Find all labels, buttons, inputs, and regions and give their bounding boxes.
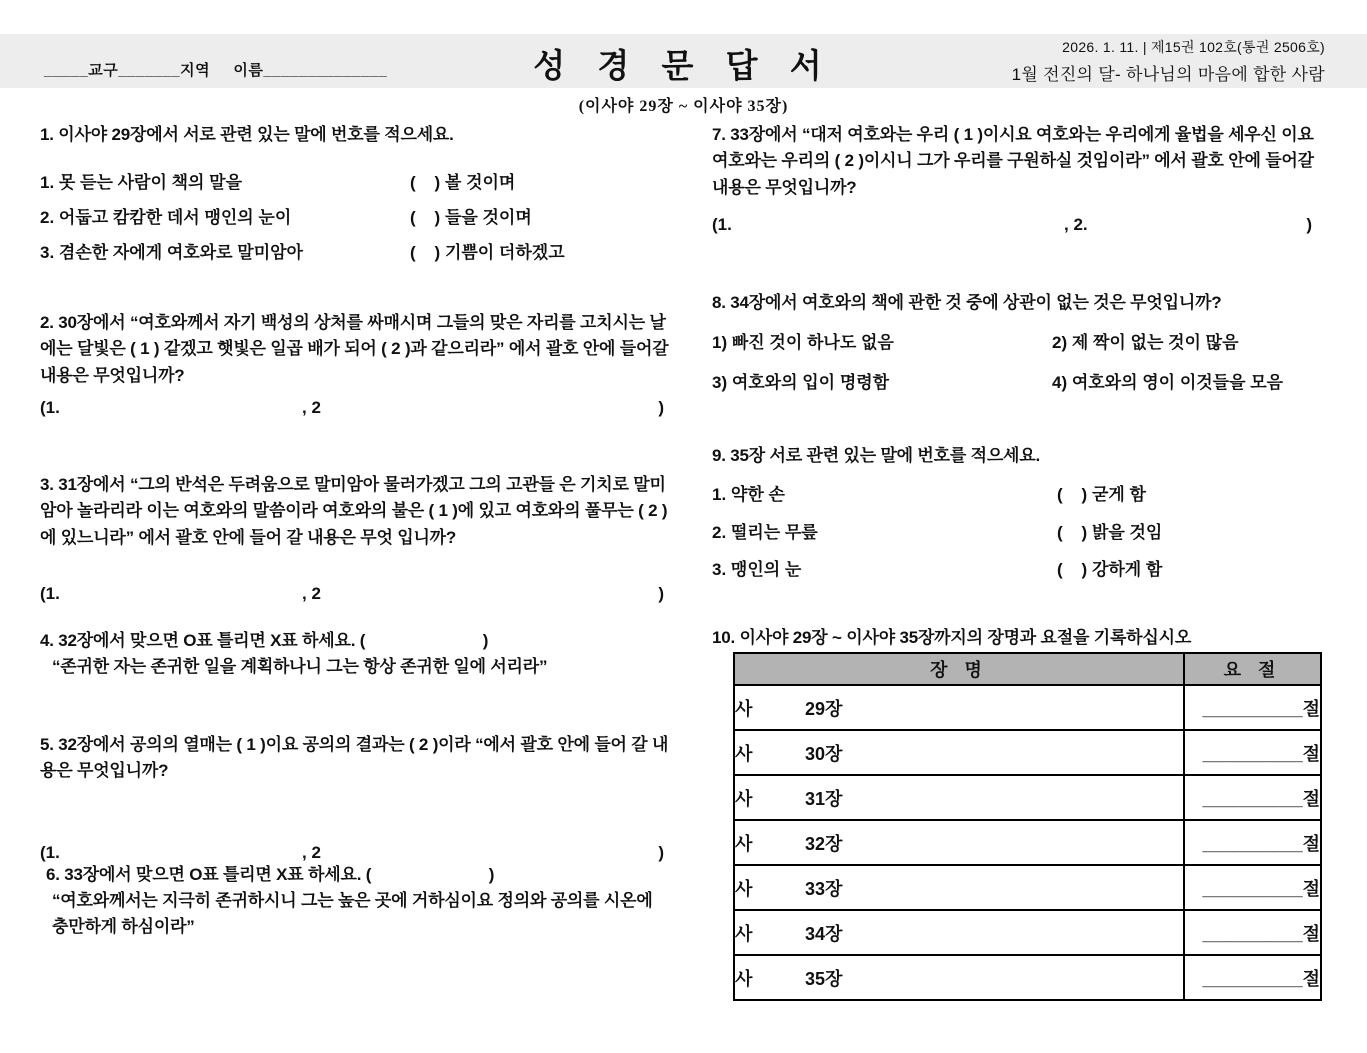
question-1-pair-row: [40, 168, 670, 193]
question-8-title: 8. 34장에서 여호와의 책에 관한 것 중에 상관이 없는 것은 무엇입니까?: [712, 293, 1222, 312]
pair-right-blank: ( ) 들을 것이며: [410, 208, 532, 227]
question-9-pair-row: [712, 518, 1330, 543]
question-10-title: 10. 이사야 29장 ~ 이사야 35장까지의 장명과 요절을 기록하십시오: [712, 628, 1192, 647]
question-2-text: 2. 30장에서 “여호와께서 자기 백성의 상처를 싸매시며 그들의 맞은 자리를 고치시는 날에는 달빛은 ( 1 ) 같겠고 햇빛은 일곱 배가 되어 ( 2 )과 같으리라” 에서 괄호 안에 들어갈 내용은 무엇입니까?: [40, 313, 669, 385]
book-abbrev: 사: [735, 743, 753, 764]
question-9-title: 9. 35장 서로 관련 있는 말에 번호를 적으세요.: [712, 446, 1041, 465]
answer-open: (1.: [40, 843, 60, 862]
chapter-label: 32장: [805, 833, 843, 854]
scripture-range-subtitle: (이사야 29장 ~ 이사야 35장): [578, 98, 789, 115]
month-theme-line: 1월 전진의 달- 하나님의 마음에 합한 사람: [1011, 65, 1325, 84]
book-abbrev: 사: [735, 923, 753, 944]
book-abbrev: 사: [735, 878, 753, 899]
question-9-pair-row: [712, 555, 1330, 580]
verse-blank: __________절: [1184, 775, 1321, 820]
question-7-answer-line: [712, 215, 1330, 239]
chapter-label: 31장: [805, 788, 843, 809]
question-4-text: 4. 32장에서 맞으면 O표 틀리면 X표 하세요. ( ): [40, 631, 489, 650]
answer-close: ): [658, 398, 664, 417]
table-row: [734, 730, 1321, 775]
question-6-text: 6. 33장에서 맞으면 O표 틀리면 X표 하세요. ( ): [46, 865, 495, 884]
option: 2) 제 짝이 없는 것이 많음: [1052, 333, 1239, 352]
table-row: [734, 820, 1321, 865]
question-1-pair-row: [40, 203, 670, 228]
chapter-label: 35장: [805, 968, 843, 989]
question-8: [712, 290, 1330, 316]
left-column: [40, 120, 670, 936]
chapter-label: 33장: [805, 878, 843, 899]
parish-region-name-line: _____교구_______지역 이름______________: [44, 62, 388, 79]
pair-left: 2. 떨리는 무릎: [712, 523, 818, 542]
question-3-text: 3. 31장에서 “그의 반석은 두려움으로 말미암아 물러가겠고 그의 고관들 은 기치로 말미암아 놀라리라 이는 여호와의 말씀이라 여호와의 불은 ( 1 )에 있고 여호와의 풀무는 ( 2 )에 있느니라” 에서 괄호 안에 들어 갈 내용은 무엇 입니까?: [40, 475, 668, 547]
table-row: [734, 955, 1321, 1000]
answer-close: ): [658, 584, 664, 603]
header-band: [0, 34, 1367, 88]
option: 3) 여호와의 입이 명령함: [712, 373, 890, 392]
verse-blank: __________절: [1184, 910, 1321, 955]
answer-mid: , 2: [302, 843, 321, 862]
question-4: [40, 628, 670, 680]
answer-close: ): [658, 843, 664, 862]
chapter-label: 30장: [805, 743, 843, 764]
table-row: [734, 865, 1321, 910]
pair-right-blank: ( ) 밝을 것임: [1057, 523, 1163, 542]
pair-right-blank: ( ) 굳게 함: [1057, 485, 1146, 504]
verse-blank: __________절: [1184, 685, 1321, 730]
question-1-title: 1. 이사야 29장에서 서로 관련 있는 말에 번호를 적으세요.: [40, 125, 454, 144]
option: 1) 빠진 것이 하나도 없음: [712, 333, 894, 352]
chapter-label: 29장: [805, 698, 843, 719]
question-1-pair-row: [40, 238, 670, 263]
question-8-options-row: [712, 328, 1330, 353]
pair-right-blank: ( ) 강하게 함: [1057, 560, 1163, 579]
book-abbrev: 사: [735, 968, 753, 989]
question-6-quote: “여호와께서는 지극히 존귀하시니 그는 높은 곳에 거하심이요 정의와 공의를 시온에 충만하게 하심이라”: [52, 891, 653, 936]
pair-right-blank: ( ) 기쁨이 더하겠고: [410, 243, 565, 262]
page-title: 성 경 문 답 서: [533, 49, 834, 85]
pair-left: 3. 맹인의 눈: [712, 560, 802, 579]
pair-left: 3. 겸손한 자에게 여호와로 말미암아: [40, 243, 303, 262]
question-9: [712, 443, 1330, 469]
answer-open: (1.: [40, 584, 60, 603]
column-header-verse: 요 절: [1184, 653, 1321, 685]
question-3-answer-line: [40, 584, 670, 608]
verse-blank: __________절: [1184, 820, 1321, 865]
issue-info: [1012, 37, 1325, 85]
book-abbrev: 사: [735, 698, 753, 719]
question-8-options-row: [712, 368, 1330, 393]
question-1: [40, 122, 670, 148]
question-2: [40, 310, 670, 389]
verse-blank: __________절: [1184, 955, 1321, 1000]
question-3: [40, 472, 670, 551]
book-abbrev: 사: [735, 788, 753, 809]
table-row: [734, 685, 1321, 730]
pair-left: 2. 어둡고 캄캄한 데서 맹인의 눈이: [40, 208, 292, 227]
answer-mid: , 2: [302, 398, 321, 417]
question-6: [40, 862, 670, 939]
answer-mid: , 2: [302, 584, 321, 603]
question-7: [712, 122, 1330, 201]
answer-close: ): [1306, 215, 1312, 234]
column-header-chapter: 장 명: [734, 653, 1184, 685]
answer-open: (1.: [40, 398, 60, 417]
chapter-verse-table: [733, 652, 1322, 1001]
question-10: [712, 625, 1330, 651]
book-abbrev: 사: [735, 833, 753, 854]
verse-blank: __________절: [1184, 865, 1321, 910]
pair-left: 1. 약한 손: [712, 485, 785, 504]
table-header-row: [734, 653, 1321, 685]
pair-left: 1. 못 듣는 사람이 책의 말을: [40, 173, 243, 192]
option: 4) 여호와의 영이 이것들을 모음: [1052, 373, 1284, 392]
answer-mid: , 2.: [1064, 215, 1088, 234]
issue-date-line: 2026. 1. 11. | 제15권 102호(통권 2506호): [1062, 39, 1325, 55]
question-9-pair-row: [712, 480, 1330, 505]
right-column: [712, 120, 1330, 989]
question-2-answer-line: [40, 398, 670, 422]
question-4-quote: “존귀한 자는 존귀한 일을 계획하나니 그는 항상 존귀한 일에 서리라”: [52, 657, 548, 677]
chapter-label: 34장: [805, 923, 843, 944]
answer-open: (1.: [712, 215, 732, 234]
table-row: [734, 775, 1321, 820]
verse-blank: __________절: [1184, 730, 1321, 775]
pair-right-blank: ( ) 볼 것이며: [410, 173, 516, 192]
table-row: [734, 910, 1321, 955]
question-5: [40, 732, 670, 785]
question-7-text: 7. 33장에서 “대저 여호와는 우리 ( 1 )이시요 여호와는 우리에게 율법을 세우신 이요 여호와는 우리의 ( 2 )이시니 그가 우리를 구원하실 것임이라” 에서 괄호 안에 들어갈 내용은 무엇입니까?: [712, 125, 1314, 197]
question-5-text: 5. 32장에서 공의의 열매는 ( 1 )이요 공의의 결과는 ( 2 )이라 “에서 괄호 안에 들어 갈 내용은 무엇입니까?: [40, 735, 669, 781]
